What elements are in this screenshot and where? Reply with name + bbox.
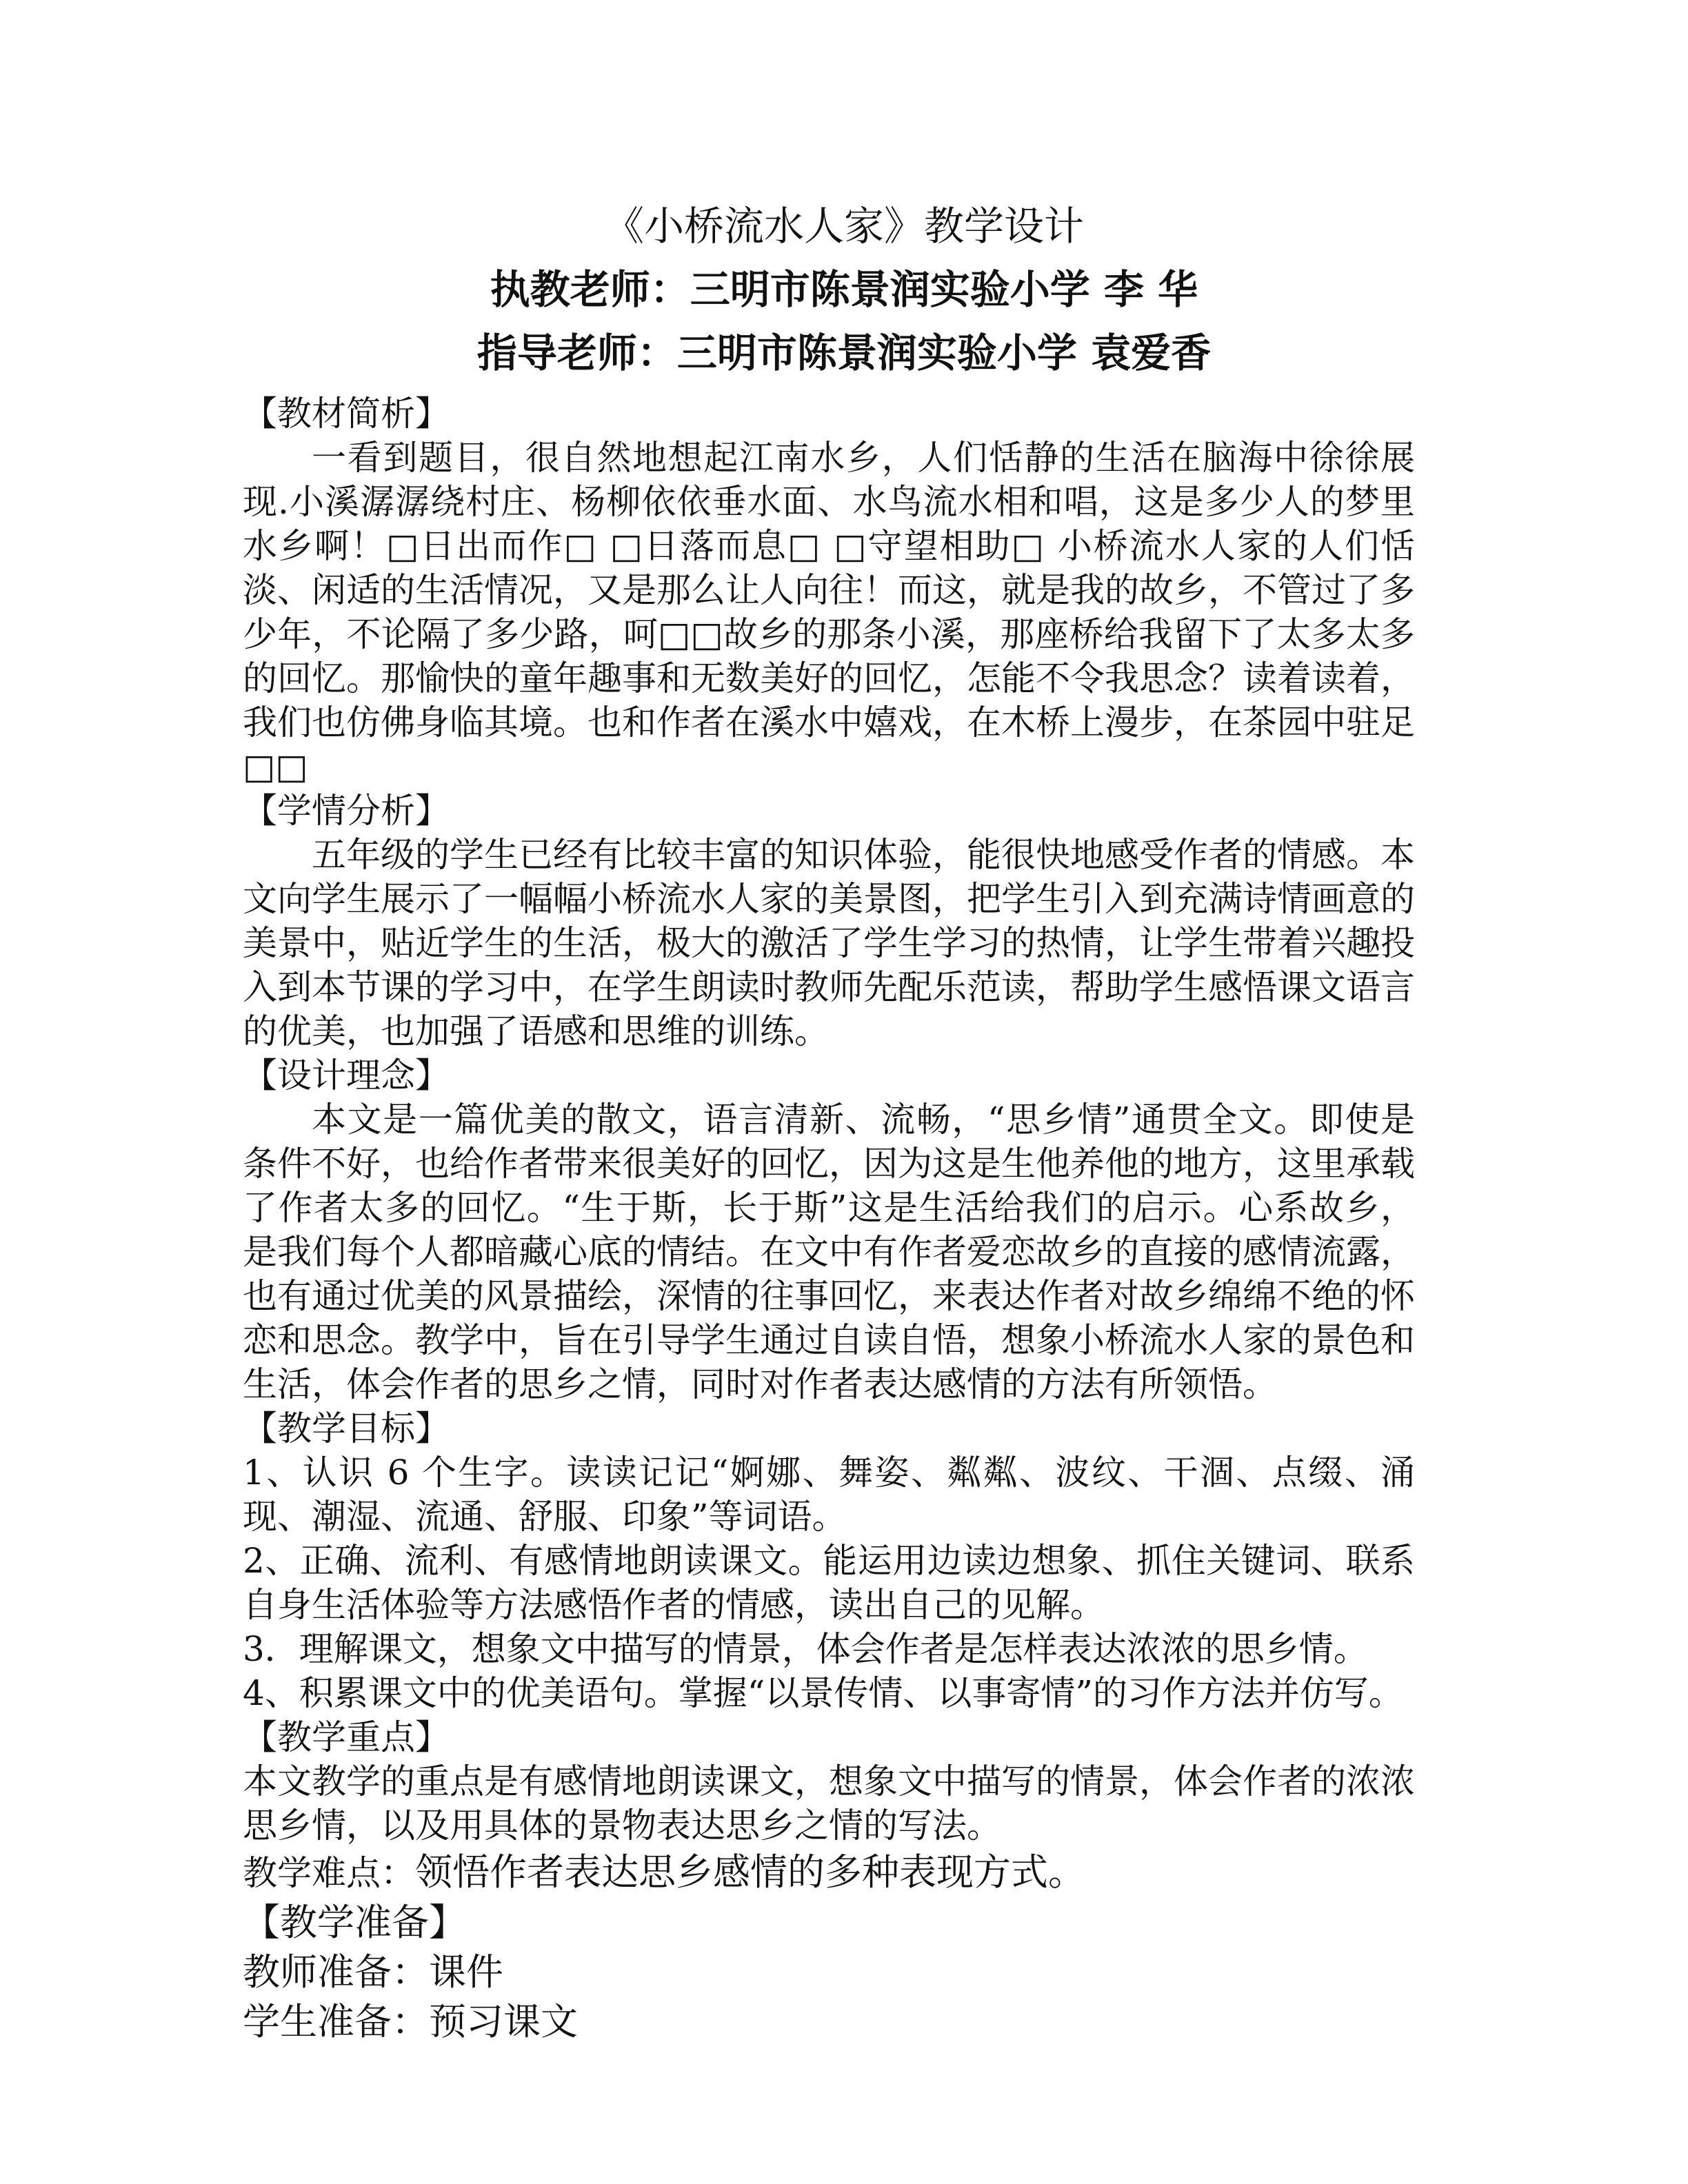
section-heading-goals: 【教学目标】	[243, 1408, 450, 1448]
goal-item-3: 3．理解课文，想象文中描写的情景，体会作者是怎样表达浓浓的思乡情。	[243, 1629, 1368, 1669]
difficulty-text: 领悟作者表达思乡感情的多种表现方式。	[415, 1850, 1085, 1894]
material-paragraph: 一看到题目，很自然地想起江南水乡，人们恬静的生活在脑海中徐徐展现.小溪潺潺绕村庄、杨柳依依垂水面、水鸟流水相和唱，这是多少人的梦里水乡啊！□日出而作□ □日落而息□ □守望相助□ 小桥流水人家的人们恬淡、闲适的生活情况，又是那么让人向往！而这，就是我的故乡，不管过了多少年，不论隔了多少路，呵□□故乡的那条小溪，那座桥给我留下了太多太多的回忆。那愉快的童年趣事和无数美好的回忆，怎能不令我思念？读着读着，我们也仿佛身临其境。也和作者在溪水中嬉戏，在木桥上漫步，在茶园中驻足□□	[243, 438, 1415, 787]
section-heading-students: 【学情分析】	[243, 791, 450, 831]
concept-paragraph: 本文是一篇优美的散文，语言清新、流畅，“思乡情”通贯全文。即使是条件不好，也给作者带来很美好的回忆，因为这是生他养他的地方，这里承载了作者太多的回忆。“生于斯，长于斯”这是生活给我们的启示。心系故乡，是我们每个人都暗藏心底的情结。在文中有作者爱恋故乡的直接的感情流露，也有通过优美的风景描绘，深情的往事回忆，来表达作者对故乡绵绵不绝的怀恋和思念。教学中，旨在引导学生通过自读自悟，想象小桥流水人家的景色和生活，体会作者的思乡之情，同时对作者表达感情的方法有所领悟。	[243, 1100, 1415, 1404]
advisor-line: 指导老师：三明市陈景润实验小学 袁爱香	[476, 330, 1212, 376]
students-paragraph: 五年级的学生已经有比较丰富的知识体验，能很快地感受作者的情感。本文向学生展示了一幅幅小桥流水人家的美景图，把学生引入到充满诗情画意的美景中，贴近学生的生活，极大的激活了学生学习的热情，让学生带着兴趣投入到本节课的学习中，在学生朗读时教师先配乐范读，帮助学生感悟课文语言的优美，也加强了语感和思维的训练。	[243, 835, 1415, 1051]
teacher-preparation: 教师准备：课件	[243, 1950, 503, 1994]
section-heading-material: 【教材简析】	[243, 394, 450, 434]
document-title: 《小桥流水人家》教学设计	[603, 203, 1084, 250]
goal-item-1: 1、认识 6 个生字。读读记记“婀娜、舞姿、粼粼、波纹、干涸、点缀、涌现、潮湿、流通、舒服、印象”等词语。	[243, 1453, 1415, 1537]
difficulty-label: 教学难点：	[243, 1853, 415, 1893]
key-points-paragraph: 本文教学的重点是有感情地朗读课文，想象文中描写的情景，体会作者的浓浓思乡情，以及用具体的景物表达思乡之情的写法。	[243, 1761, 1415, 1846]
difficulty-line	[243, 1848, 1415, 1898]
teacher-line: 执教老师：三明市陈景润实验小学 李 华	[490, 266, 1198, 313]
document-body	[243, 392, 1415, 2047]
section-heading-preparation: 【教学准备】	[243, 1901, 466, 1944]
goal-item-4: 4、积累课文中的优美语句。掌握“以景传情、以事寄情”的习作方法并仿写。	[243, 1673, 1403, 1713]
title-block	[0, 194, 1688, 385]
student-preparation: 学生准备：预习课文	[243, 2000, 578, 2043]
goal-item-2: 2、正确、流利、有感情地朗读课文。能运用边读边想象、抓住关键词、联系自身生活体验等方法感悟作者的情感，读出自己的见解。	[243, 1541, 1415, 1625]
section-heading-key-points: 【教学重点】	[243, 1717, 450, 1757]
section-heading-concept: 【设计理念】	[243, 1055, 450, 1095]
